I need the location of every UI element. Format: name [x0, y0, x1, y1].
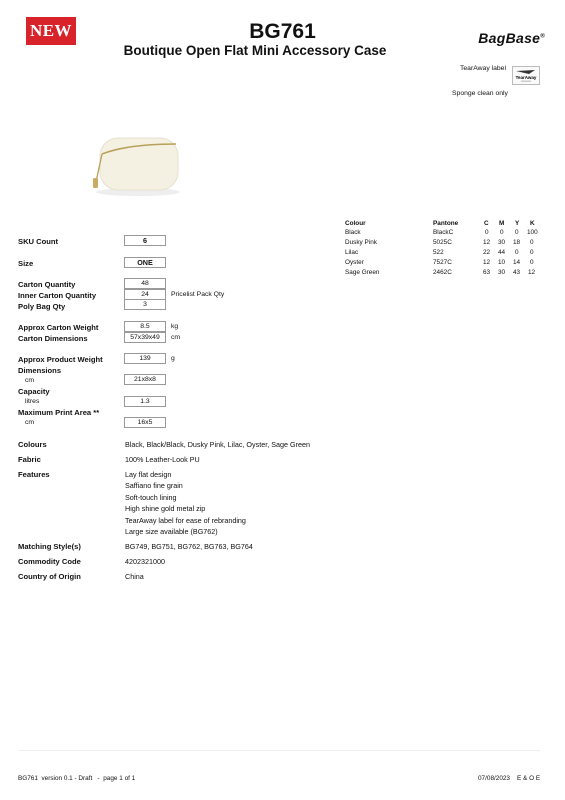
colour-row-pantone: BlackC: [433, 229, 454, 236]
inner-carton-quantity-label: Inner Carton Quantity: [18, 291, 97, 300]
colour-row-name: Sage Green: [345, 269, 380, 276]
colour-table-header: C: [484, 220, 489, 227]
colour-row-c: 63: [483, 269, 491, 276]
colour-table-header: K: [530, 220, 535, 227]
dimensions-value: 21x8x8: [124, 374, 166, 385]
colour-table-header: M: [499, 220, 505, 227]
commodity-code-value: 4202321000: [125, 557, 165, 566]
feature-item: Lay flat design: [125, 470, 172, 479]
colour-row-m: 44: [498, 249, 506, 256]
print-area-unit-label: cm: [25, 419, 35, 426]
tearaway-logo-text: TearAway: [515, 75, 537, 80]
colour-row-name: Oyster: [345, 259, 364, 266]
colour-row-k: 0: [530, 249, 534, 256]
colours-label: Colours: [18, 440, 47, 449]
feature-item: Large size available (BG762): [125, 527, 218, 536]
product-weight-label: Approx Product Weight: [18, 355, 103, 364]
features-label: Features: [18, 470, 50, 479]
carton-weight-unit: kg: [171, 323, 179, 330]
footer-version: BG761 version 0.1 - Draft - page 1 of 1: [18, 775, 136, 782]
new-badge: NEW: [26, 17, 76, 45]
commodity-code-label: Commodity Code: [18, 557, 81, 566]
sku-count-value: 6: [124, 235, 166, 246]
colour-row-y: 18: [513, 239, 521, 246]
carton-quantity-label: Carton Quantity: [18, 280, 76, 289]
sku-count-label: SKU Count: [18, 237, 59, 246]
country-of-origin-label: Country of Origin: [18, 572, 81, 581]
feature-item: Saffiano fine grain: [125, 481, 183, 490]
colour-row-c: 12: [483, 239, 491, 246]
tearaway-label-image: [512, 66, 540, 85]
fabric-value: 100% Leather-Look PU: [125, 455, 200, 464]
dimensions-unit-label: cm: [25, 377, 35, 384]
poly-bag-qty-value: 3: [124, 299, 166, 310]
capacity-value: 1.3: [124, 396, 166, 407]
colour-row-k: 100: [527, 229, 538, 236]
brand-name: BagBase: [478, 30, 541, 46]
poly-bag-qty-label: Poly Bag Qty: [18, 302, 66, 311]
footer-date: 07/08/2023: [478, 775, 510, 782]
colour-row-pantone: 7527C: [433, 259, 452, 266]
print-area-value: 16x5: [124, 417, 166, 428]
colour-row-name: Black: [345, 229, 361, 236]
feature-item: TearAway label for ease of rebranding: [125, 516, 246, 525]
colours-value: Black, Black/Black, Dusky Pink, Lilac, Oyster, Sage Green: [125, 440, 310, 449]
size-label: Size: [18, 259, 34, 268]
colour-row-name: Dusky Pink: [345, 239, 377, 246]
colour-row-m: 0: [500, 229, 504, 236]
feature-item: Soft-touch lining: [125, 493, 177, 502]
colour-row-m: 30: [498, 269, 506, 276]
fabric-label: Fabric: [18, 455, 41, 464]
product-image: [88, 130, 188, 200]
colour-row-y: 0: [515, 249, 519, 256]
registered-mark: ®: [540, 33, 545, 40]
colour-row-c: 12: [483, 259, 491, 266]
colour-row-pantone: 5025C: [433, 239, 452, 246]
colour-row-name: Lilac: [345, 249, 359, 256]
print-area-label: Maximum Print Area **: [18, 408, 100, 417]
product-code: BG761: [249, 20, 316, 43]
capacity-label: Capacity: [18, 387, 50, 396]
colour-row-k: 12: [528, 269, 536, 276]
brand-logo: [478, 30, 545, 46]
matching-styles-label: Matching Style(s): [18, 542, 81, 551]
matching-styles-value: BG749, BG751, BG762, BG763, BG764: [125, 542, 253, 551]
size-value: ONE: [124, 257, 166, 268]
colour-row-y: 43: [513, 269, 521, 276]
colour-row-y: 0: [515, 229, 519, 236]
carton-weight-value: 8.5: [124, 321, 166, 332]
colour-row-m: 30: [498, 239, 506, 246]
product-weight-value: 139: [124, 353, 166, 364]
colour-row-c: 22: [483, 249, 491, 256]
tearaway-label-text: TearAway label: [460, 65, 506, 72]
colour-row-m: 10: [498, 259, 506, 266]
carton-dimensions-value: 57x39x49: [124, 332, 166, 343]
footer-divider: [18, 750, 540, 751]
colour-row-pantone: 522: [433, 249, 444, 256]
colour-row-y: 14: [513, 259, 521, 266]
colour-row-k: 0: [530, 239, 534, 246]
inner-carton-quantity-value: 24: [124, 289, 166, 300]
colour-row-k: 0: [530, 259, 534, 266]
capacity-unit-label: litres: [25, 398, 40, 405]
carton-dimensions-label: Carton Dimensions: [18, 334, 88, 343]
carton-dimensions-unit: cm: [171, 334, 181, 341]
colour-table-header: Y: [515, 220, 520, 227]
country-of-origin-value: China: [125, 572, 144, 581]
colour-table-header: Colour: [345, 220, 366, 227]
product-weight-unit: g: [171, 355, 175, 362]
feature-item: High shine gold metal zip: [125, 504, 206, 513]
colour-row-pantone: 2462C: [433, 269, 452, 276]
product-title: Boutique Open Flat Mini Accessory Case: [123, 43, 387, 58]
dimensions-label: Dimensions: [18, 366, 62, 375]
care-instructions: Sponge clean only: [452, 90, 508, 97]
colour-table-header: Pantone: [433, 220, 459, 227]
carton-quantity-value: 48: [124, 278, 166, 289]
carton-weight-label: Approx Carton Weight: [18, 323, 99, 332]
colour-row-c: 0: [485, 229, 489, 236]
pricelist-pack-note: Pricelist Pack Qty: [171, 291, 225, 298]
footer-eoe: E & O E: [517, 775, 541, 782]
